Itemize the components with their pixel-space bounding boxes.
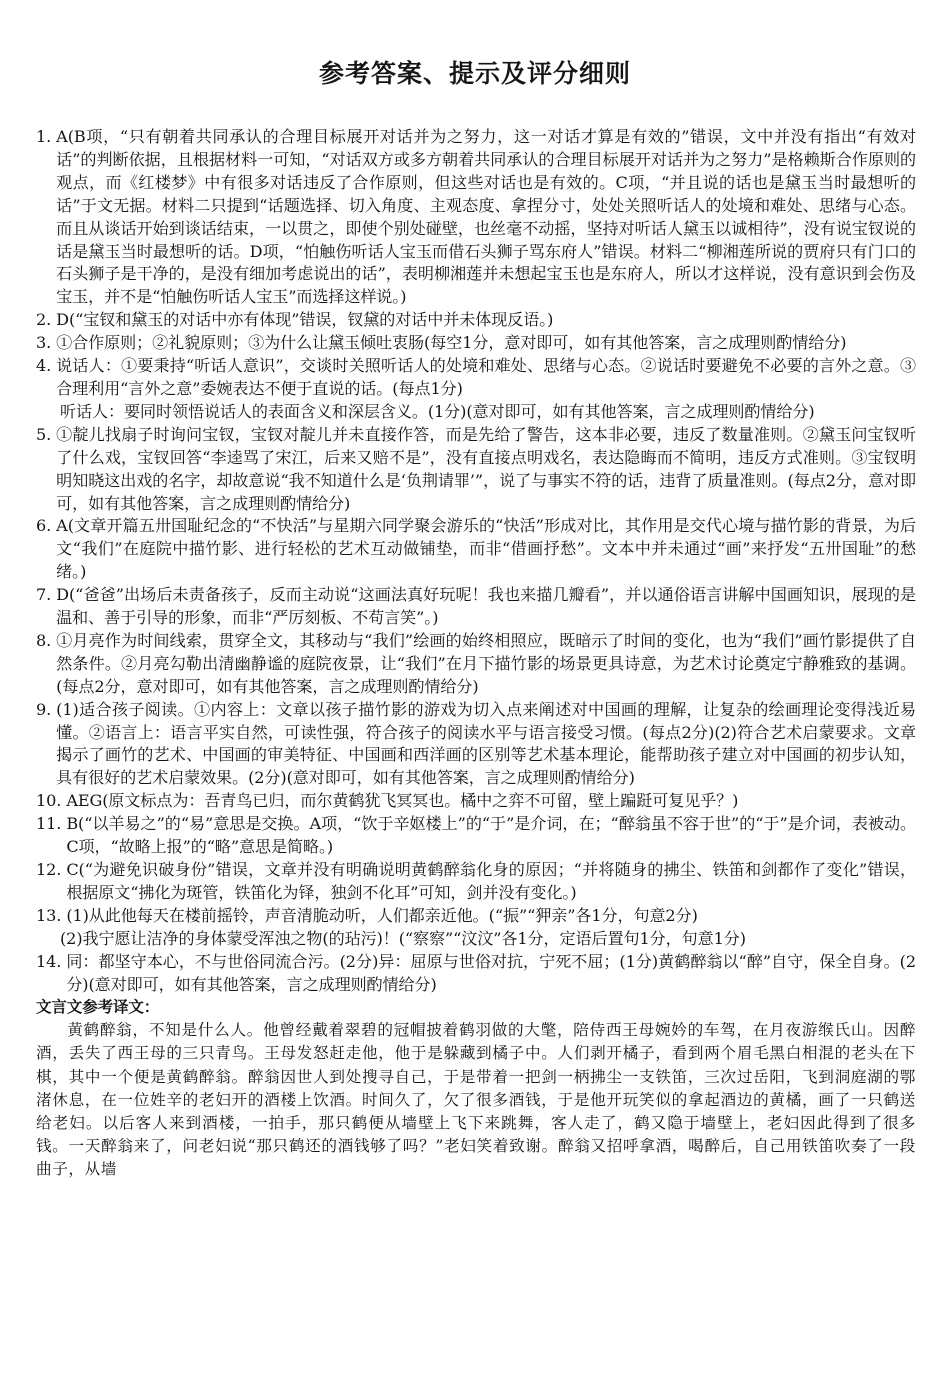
item-number: 4. [36, 356, 57, 376]
item-text: C(“为避免识破身份”错误，文章并没有明确说明黄鹤醉翁化身的原因；“并将随身的拂尘、铁笛和剑都作了变化”错误，根据原文“拂化为斑管，铁笛化为铎，独剑不化耳”可知，剑并没有变化。) [66, 860, 916, 902]
answer-item-1 [36, 126, 916, 309]
item-text: ①合作原则；②礼貌原则；③为什么让黛玉倾吐衷肠(每空1分，意对即可，如有其他答案，言之成理则酌情给分) [56, 333, 847, 353]
answer-item-14 [36, 951, 916, 997]
item-number: 12. [36, 860, 67, 879]
item-number: 8. [36, 630, 57, 650]
item-number: 6. [36, 516, 57, 536]
item-text: 同：都坚守本心，不与世俗同流合污。(2分)异：屈原与世俗对抗，宁死不屈；(1分)黄鹤醉翁以“醉”自守，保全自身。(2分)(意对即可，如有其他答案，言之成理则酌情给分) [66, 951, 916, 994]
item-text: D(“宝钗和黛玉的对话中亦有体现”错误，钗黛的对话中并未体现反语。) [56, 310, 554, 330]
answer-item-11 [36, 813, 916, 859]
translation-paragraph: 黄鹤醉翁，不知是什么人。他曾经戴着翠碧的冠帽披着鹤羽做的大氅，陪侍西王母婉妗的车驾，在月夜游缑氏山。因醉酒，丢失了西王母的三只青鸟。王母发怒赶走他，他于是躲藏到橘子中。人们剥开橘子，看到两个眉毛黑白相混的老头在下棋，其中一个便是黄鹤醉翁。醉翁因世人到处搜寻自己，于是带着一把剑一柄拂尘一支铁笛，三次过岳阳，飞到洞庭湖的鄂渚休息，在一位姓辛的老妇开的酒楼上饮酒。时间久了，欠了很多酒钱，于是他开玩笑似的拿起酒边的黄橘，画了一只鹤送给老妇。以后客人来到酒楼，一拍手，那只鹤便从墙壁上飞下来跳舞，客人走了，鹤又隐于墙壁上，老妇因此得到了很多钱。一天醉翁来了，问老妇说“那只鹤还的酒钱够了吗？”老妇笑着致谢。醉翁又招呼拿酒，喝醉后，自己用铁笛吹奏了一段曲子，从墙 [36, 1021, 916, 1178]
answer-item-3 [36, 332, 916, 355]
item-text: ①靛儿找扇子时询问宝钗，宝钗对靛儿并未直接作答，而是先给了警告，这本非必要，违反了数量准则。②黛玉问宝钗听了什么戏，宝钗回答“李逵骂了宋江，后来又赔不是”，没有直接点明戏名，表达隐晦而不简明，违反方式准则。③宝钗明明知晓这出戏的名字，却故意说“我不知道什么是‘负荆请罪’”，说了与事实不符的话，违背了质量准则。(每点2分，意对即可，如有其他答案，言之成理则酌情给分) [56, 424, 916, 513]
answer-item-12 [36, 859, 916, 905]
item-number: 14. [36, 951, 67, 971]
answer-item-9 [36, 699, 916, 791]
answer-item-5 [36, 424, 916, 516]
answer-list [36, 126, 916, 1181]
item-text: D(“爸爸”出场后未责备孩子，反而主动说“这画法真好玩呢！我也来描几瓣看”，并以通俗语言讲解中国画知识，展现的是温和、善于引导的形象，而非“严厉刻板、不苟言笑”。) [56, 585, 916, 628]
answer-item-4 [36, 355, 916, 401]
item-number: 9. [36, 699, 57, 719]
answer-item-2 [36, 309, 916, 332]
answer-item-13-continued: (2)我宁愿让洁净的身体蒙受浑浊之物(的玷污)！(“察察”“汶汶”各1分，定语后置句1分，句意1分) [60, 928, 746, 948]
item-text: ①月亮作为时间线索，贯穿全文，其移动与“我们”绘画的始终相照应，既暗示了时间的变化，也为“我们”画竹影提供了自然条件。②月亮勾勒出清幽静谧的庭院夜景，让“我们”在月下描竹影的场景更具诗意，为艺术讨论奠定宁静雅致的基调。(每点2分，意对即可，如有其他答案，言之成理则酌情给分) [56, 630, 916, 696]
item-text: AEG(原文标点为：吾青鸟已归，而尔黄鹤犹飞冥冥也。橘中之弈不可留，壁上蹁跹可复见乎？) [66, 791, 739, 811]
answer-item-8 [36, 630, 916, 699]
item-number: 2. [36, 310, 57, 330]
item-text: A(B项，“只有朝着共同承认的合理目标展开对话并为之努力，这一对话才算是有效的”错误，文中并没有指出“有效对话”的判断依据，且根据材料一可知，“对话双方或多方朝着共同承认的合理目标展开对话并为之努力”是格赖斯合作原则的观点，而《红楼梦》中有很多对话违反了合作原则，但这些对话也是有效的。C项，“并且说的话也是黛玉当时最想听的话”于文无据。材料二只提到“话题选择、切入角度、主观态度、拿捏分寸，处处关照听话人的处境和难处、思绪与心态。而且从谈话开始到谈话结束，一以贯之，即使个别处碰壁，也丝毫不动摇，坚持对听话人黛玉以诚相待”，没有说宝钗说的话是黛玉当时最想听的话。D项，“怕触伤听话人宝玉而借石头狮子骂东府人”错误。材料二“柳湘莲所说的贾府只有门口的石头狮子是干净的，是没有细加考虑说出的话”，表明柳湘莲并未想起宝玉也是东府人，所以才这样说，没有意识到会伤及宝玉，并不是“怕触伤听话人宝玉”而选择这样说。) [56, 127, 916, 307]
answer-item-7 [36, 584, 916, 630]
translation-heading: 文言文参考译文： [36, 998, 160, 1017]
answer-item-6 [36, 515, 916, 584]
answer-item-13 [36, 905, 916, 928]
item-number: 10. [36, 791, 67, 811]
answer-item-4-continued: 听话人：要同时领悟说话人的表面含义和深层含义。(1分)(意对即可，如有其他答案，言之成理则酌情给分) [60, 401, 815, 421]
item-text: A(文章开篇五卅国耻纪念的“不快活”与星期六同学聚会游乐的“快活”形成对比，其作用是交代心境与描竹影的背景，为后文“我们”在庭院中描竹影、进行轻松的艺术互动做铺垫，而非“借画抒愁”。文本中并未通过“画”来抒发“五卅国耻”的愁绪。) [56, 516, 916, 582]
item-text: (1)从此他每天在楼前摇铃，声音清脆动听，人们都亲近他。(“振”“狎亲”各1分，句意2分) [66, 905, 698, 925]
item-number: 11. [36, 814, 67, 834]
item-number: 1. [36, 127, 57, 146]
item-number: 3. [36, 333, 57, 353]
item-number: 5. [36, 424, 57, 444]
item-number: 13. [36, 905, 67, 925]
item-text: 说话人：①要秉持“听话人意识”，交谈时关照听话人的处境和难处、思绪与心态。②说话时要避免不必要的言外之意。③合理利用“言外之意”委婉表达不便于直说的话。(每点1分) [56, 356, 916, 398]
page-cutoff [0, 1310, 950, 1373]
item-text: B(“以羊易之”的“易”意思是交换。A项，“饮于辛妪楼上”的“于”是介词，在；“醉翁虽不容于世”的“于”是介词，表被动。C项，“故略上报”的“略”意思是简略。) [66, 814, 916, 857]
item-number: 7. [36, 585, 57, 605]
page-title: 参考答案、提示及评分细则 [318, 59, 631, 88]
answer-item-10 [36, 790, 916, 813]
item-text: (1)适合孩子阅读。①内容上：文章以孩子描竹影的游戏为切入点来阐述对中国画的理解，让复杂的绘画理论变得浅近易懂。②语言上：语言平实自然，可读性强，符合孩子的阅读水平与语言接受习惯。(每点2分)(2)符合艺术启蒙要求。文章揭示了画竹的艺术、中国画的审美特征、中国画和西洋画的区别等艺术基本理论，能帮助孩子建立对中国画的初步认知，具有很好的艺术启蒙效果。(2分)(意对即可，如有其他答案，言之成理则酌情给分) [56, 699, 916, 788]
